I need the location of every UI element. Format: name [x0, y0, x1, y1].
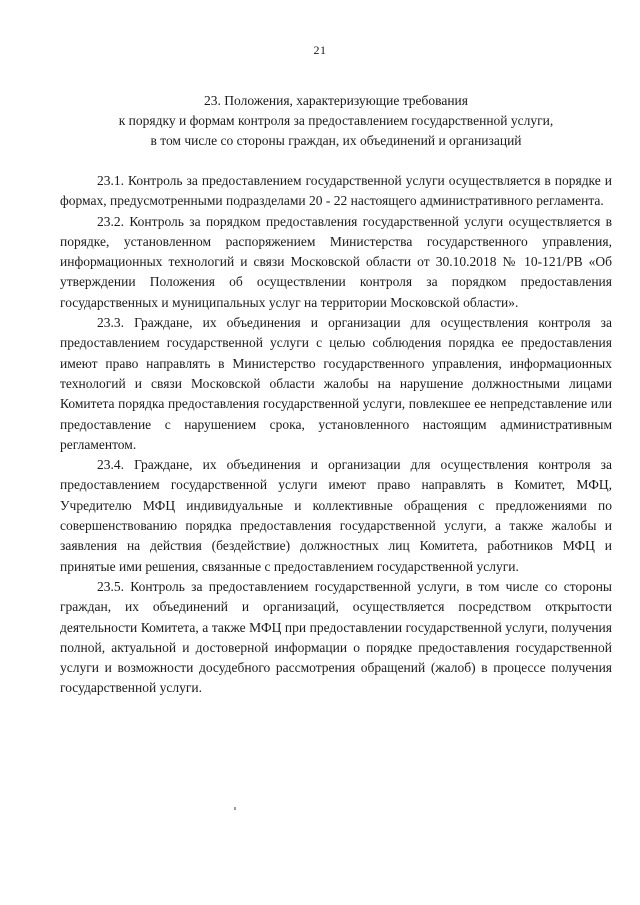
- paragraph-23-1: 23.1. Контроль за предоставлением государственной услуги осуществляется в порядке и формах, предусмотренными подразделами 20 - 22 настоящего административного регламента.: [60, 173, 612, 209]
- heading-line-3: в том числе со стороны граждан, их объединений и организаций: [150, 133, 522, 148]
- page-number: 21: [313, 43, 327, 57]
- paragraph-23-2: 23.2. Контроль за порядком предоставления государственной услуги осуществляется в порядке, установленном распоряжением Министерства государственного управления, информационных технологий и связи Московской области от 30.10.2018 № 10-121/РВ «Об утверждении Положения об осуществлении контроля за порядком предоставления государственных и муниципальных услуг на территории Московской области».: [60, 213, 612, 310]
- heading-line-2: к порядку и формам контроля за предоставлением государственной услуги,: [118, 113, 554, 128]
- section-body: [60, 171, 612, 699]
- paragraph-23-4: 23.4. Граждане, их объединения и организации для осуществления контроля за предоставлением государственной услуги имеют право направлять в Комитет, МФЦ, Учредителю МФЦ индивидуальные и коллективные обращения с предложениями по совершенствованию порядка предоставления государственной услуги, а также жалобы и заявления на действия (бездействие) должностных лиц Комитета, работников МФЦ и принятые ими решения, связанные с предоставлением государственной услуги.: [60, 457, 612, 574]
- heading-line-1: 23. Положения, характеризующие требования: [204, 93, 468, 108]
- section-heading: [60, 91, 612, 151]
- scan-speck: [234, 807, 236, 810]
- paragraph-23-3: 23.3. Граждане, их объединения и организации для осуществления контроля за предоставлением государственной услуги с целью соблюдения порядка ее предоставления имеют право направлять в Министерство государственного управления, информационных технологий и связи Московской области жалобы на нарушение должностными лицами Комитета порядка предоставления государственной услуги, повлекшее ее непредставление или предоставление с нарушением срока, установленного настоящим административным регламентом.: [60, 315, 612, 452]
- paragraph-23-5: 23.5. Контроль за предоставлением государственной услуги, в том числе со стороны граждан, их объединений и организаций, осуществляется посредством открытости деятельности Комитета, а также МФЦ при предоставлении государственной услуги, получения полной, актуальной и достоверной информации о порядке предоставления государственной услуги и возможности досудебного рассмотрения обращений (жалоб) в процессе получения государственной услуги.: [60, 578, 612, 696]
